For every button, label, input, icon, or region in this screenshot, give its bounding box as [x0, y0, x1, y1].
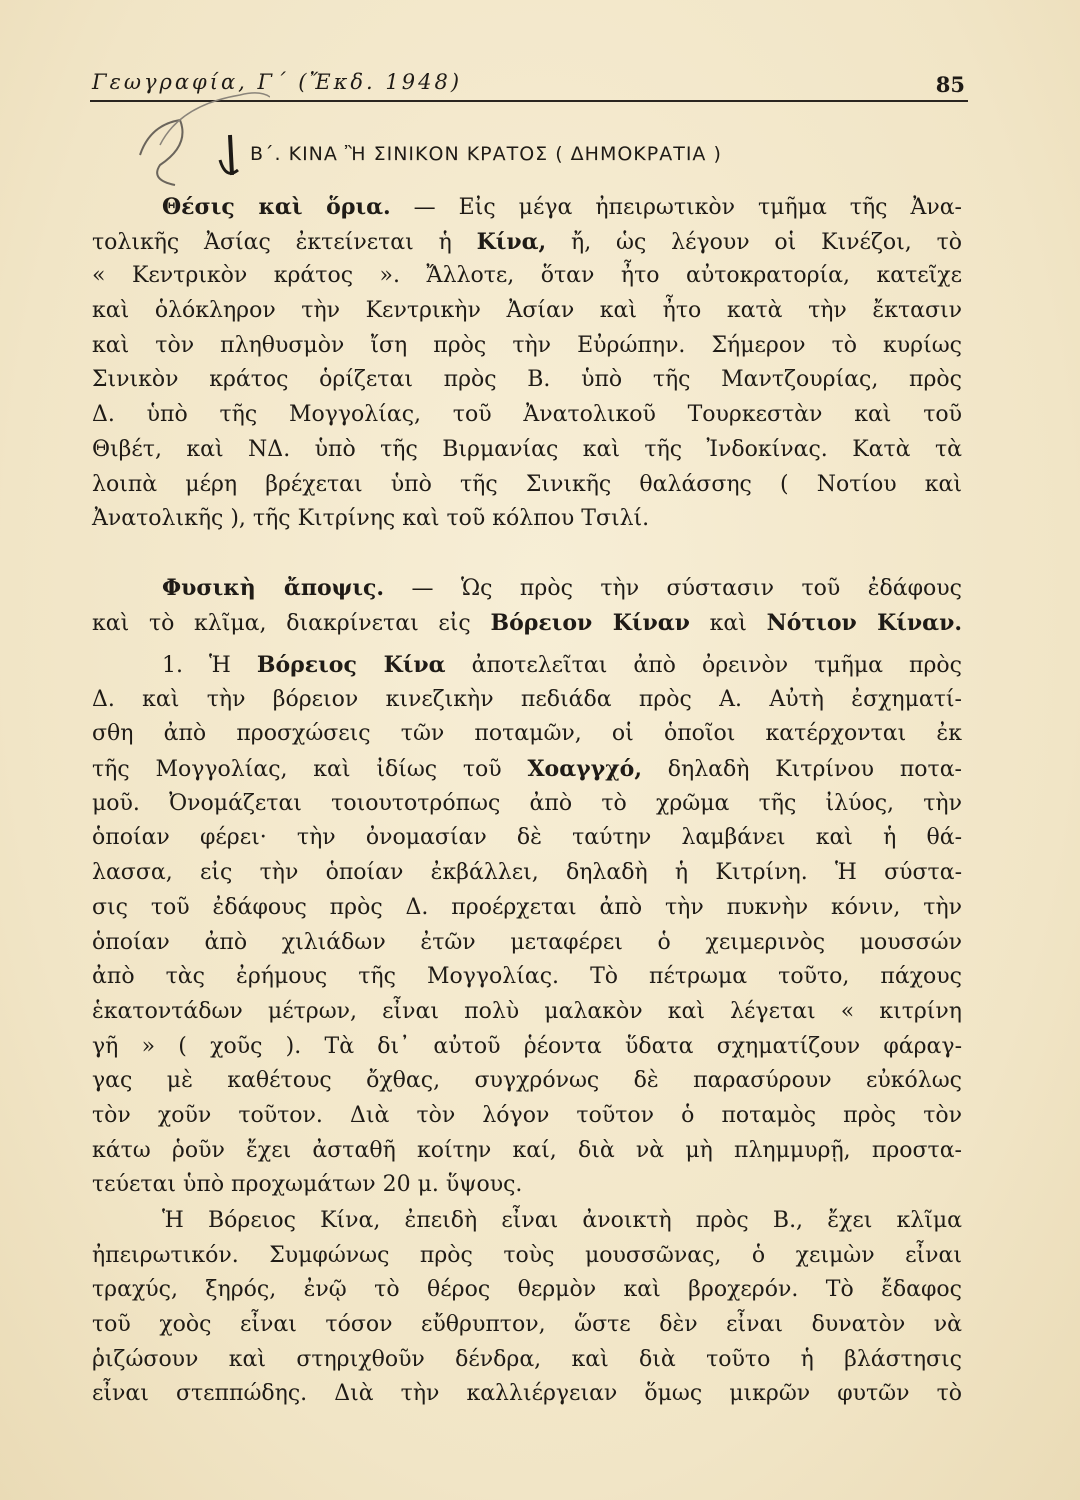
text-line: σις τοῦ ἐδάφους πρὸς Δ. προέρχεται ἀπὸ τὴν πυκνὴν κόνιν, τὴν [92, 894, 962, 920]
text-line: ἀπὸ τὰς ἐρήμους τῆς Μογγολίας. Τὸ πέτρωμα τοῦτο, πάχους [92, 964, 962, 990]
text-span: καὶ [689, 610, 767, 636]
paragraph-northern-china [92, 648, 962, 1203]
text-span: τολικῆς Ἀσίας ἐκτείνεται ἡ [92, 229, 477, 255]
text-span: ἤ, ὡς λέγουν οἱ Κινέζοι, τὸ [546, 229, 962, 255]
text-line: Δ. ὑπὸ τῆς Μογγολίας, τοῦ Ἀνατολικοῦ Τουρκεστὰν καὶ τοῦ [92, 402, 962, 428]
bold-term: Χοαγγχό, [527, 756, 642, 783]
text-line: λασσα, εἰς τὴν ὁποίαν ἐκβάλλει, δηλαδὴ ἡ Κιτρίνη. Ἡ σύστα- [92, 860, 962, 886]
paragraph-climate [92, 1204, 962, 1412]
text-span: τῆς Μογγολίας, καὶ ἰδίως τοῦ [92, 757, 528, 783]
text-line [92, 752, 962, 787]
section-title: Β΄. ΚΙΝΑ Ἢ ΣΙΝΙΚΟΝ ΚΡΑΤΟΣ ( ΔΗΜΟΚΡΑΤΙΑ ) [250, 143, 722, 165]
bold-term: Νότιον Κίναν. [766, 609, 963, 636]
text-span: καὶ τὸ κλῖμα, διακρίνεται εἰς [92, 610, 491, 636]
text-line: λοιπὰ μέρη βρέχεται ὑπὸ τῆς Σινικῆς θαλάσσης ( Νοτίου καὶ [92, 471, 962, 497]
text-line: τοῦ χοὸς εἶναι τόσον εὔθρυπτον, ὥστε δὲν εἶναι δυνατὸν νὰ [92, 1312, 962, 1338]
bold-term: Κίνα, [476, 228, 547, 255]
text-span: ἀποτελεῖται ἀπὸ ὀρεινὸν τμῆμα πρὸς [445, 653, 962, 678]
text-line: Δ. καὶ τὴν βόρειον κινεζικὴν πεδιάδα πρὸς Α. Αὐτὴ ἐσχηματί- [92, 686, 962, 712]
handwritten-pencil-mark [120, 85, 270, 205]
text-line: Σινικὸν κράτος ὁρίζεται πρὸς Β. ὑπὸ τῆς Μαντζουρίας, πρὸς [92, 367, 962, 393]
paragraph-physical-aspect [92, 571, 962, 640]
text-line [92, 648, 962, 683]
text-line: τὸν χοῦν τοῦτον. Διὰ τὸν λόγον τοῦτον ὁ ποταμὸς πρὸς τὸν [92, 1102, 962, 1128]
paragraph-heading: Θέσις καὶ ὅρια. [162, 194, 391, 220]
bold-term: Βόρειος Κίνα [256, 652, 446, 678]
text-line [92, 225, 962, 260]
text-line: Ἀνατολικῆς ), τῆς Κιτρίνης καὶ τοῦ κόλπου Τσιλί. [92, 506, 650, 532]
text-line: μοῦ. Ὀνομάζεται τοιουτοτρόπως ἀπὸ τὸ χρῶμα τῆς ἰλύος, τὴν [92, 790, 962, 816]
running-title: Γεωγραφία, Γ΄ (Ἔκδ. 1948) [92, 70, 463, 94]
text-line: ὁποίαν φέρει· τὴν ὀνομασίαν δὲ ταύτην λαμβάνει καὶ ἡ θά- [92, 825, 962, 851]
text-line: σθη ἀπὸ προσχώσεις τῶν ποταμῶν, οἱ ὁποῖοι κατέρχονται ἐκ [92, 721, 962, 747]
text-line: ὁποίαν ἀπὸ χιλιάδων ἐτῶν μεταφέρει ὁ χειμερινὸς μουσσών [92, 929, 962, 955]
paragraph-heading: Φυσικὴ ἄποψις. [162, 575, 385, 601]
text-line: ἑκατοντάδων μέτρων, εἶναι πολὺ μαλακὸν καὶ λέγεται « κιτρίνη [92, 998, 962, 1024]
text-line [92, 190, 962, 225]
text-line: εἶναι στεππώδης. Διὰ τὴν καλλιέργειαν ὅμως μικρῶν φυτῶν τὸ [92, 1381, 962, 1407]
page-number: 85 [935, 72, 965, 97]
text-line: γῆ » ( χοῦς ). Τὰ δι᾿ αὐτοῦ ῥέοντα ὕδατα σχηματίζουν φάραγ- [92, 1033, 962, 1059]
text-line: Ἡ Βόρειος Κίνα, ἐπειδὴ εἶναι ἀνοικτὴ πρὸς Β., ἔχει κλῖμα [162, 1208, 962, 1233]
text-line: « Κεντρικὸν κράτος ». Ἄλλοτε, ὅταν ἦτο αὐτοκρατορία, κατεῖχε [92, 263, 962, 289]
text-span: — Εἰς μέγα ἠπειρωτικὸν τμῆμα τῆς Ἀνα- [390, 195, 962, 220]
text-line: γας μὲ καθέτους ὄχθας, συγχρόνως δὲ παρασύρουν εὐκόλως [92, 1068, 962, 1094]
bold-term: Βόρειον Κίναν [490, 609, 690, 636]
text-line: Θιβέτ, καὶ ΝΔ. ὑπὸ τῆς Βιρμανίας καὶ τῆς Ἰνδοκίνας. Κατὰ τὰ [92, 436, 962, 462]
text-span: δηλαδὴ Κιτρίνου ποτα- [642, 757, 962, 783]
text-line: κάτω ῥοῦν ἔχει ἀσταθῆ κοίτην καί, διὰ νὰ μὴ πλημμυρῇ, προστα- [92, 1137, 962, 1163]
text-line: τραχύς, ξηρός, ἐνῷ τὸ θέρος θερμὸν καὶ βροχερόν. Τὸ ἔδαφος [92, 1277, 962, 1303]
text-line [92, 606, 962, 641]
text-line: ἠπειρωτικόν. Συμφώνως πρὸς τοὺς μουσσῶνας, ὁ χειμὼν εἶναι [92, 1242, 962, 1268]
text-line: ῥιζώσουν καὶ στηριχθοῦν δένδρα, καὶ διὰ τοῦτο ἡ βλάστησις [92, 1346, 962, 1372]
text-line [92, 571, 962, 606]
text-line: τεύεται ὑπὸ προχωμάτων 20 μ. ὕψους. [92, 1172, 523, 1198]
text-span: 1. Ἡ [162, 653, 257, 678]
text-line: καὶ τὸν πληθυσμὸν ἴση πρὸς τὴν Εὐρώπην. Σήμερον τὸ κυρίως [92, 332, 962, 358]
text-line: καὶ ὁλόκληρον τὴν Κεντρικὴν Ἀσίαν καὶ ἦτο κατὰ τὴν ἔκτασιν [92, 298, 962, 324]
text-span: — Ὡς πρὸς τὴν σύστασιν τοῦ ἐδάφους [384, 576, 962, 601]
paragraph-position-and-borders [92, 190, 962, 537]
